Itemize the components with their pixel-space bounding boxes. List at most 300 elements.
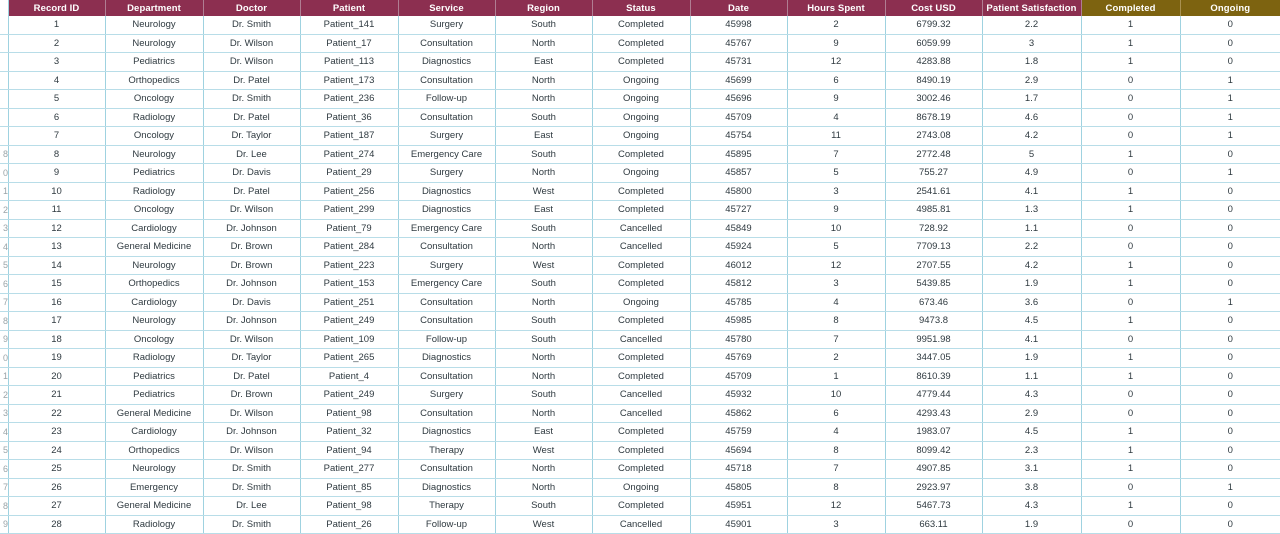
cell-department: Neurology: [105, 34, 203, 53]
cell-hours-spent: 4: [787, 293, 885, 312]
cell-date: 45759: [690, 423, 787, 442]
cell-cost-usd: 8678.19: [885, 108, 982, 127]
cell-patient: Patient_32: [300, 423, 398, 442]
cell-region: East: [495, 201, 592, 220]
cell-status: Cancelled: [592, 404, 690, 423]
cell-hours-spent: 10: [787, 219, 885, 238]
column-header-region[interactable]: Region: [495, 0, 592, 16]
cell-completed: 1: [1081, 256, 1180, 275]
row-gutter-number: 7: [0, 293, 8, 312]
cell-status: Ongoing: [592, 127, 690, 146]
cell-department: Orthopedics: [105, 275, 203, 294]
cell-ongoing: 1: [1180, 293, 1280, 312]
cell-hours-spent: 6: [787, 71, 885, 90]
cell-ongoing: 0: [1180, 219, 1280, 238]
cell-doctor: Dr. Wilson: [203, 53, 300, 72]
cell-hours-spent: 7: [787, 460, 885, 479]
cell-date: 45812: [690, 275, 787, 294]
row-gutter-number: 8: [0, 145, 8, 164]
cell-record-id: 10: [8, 182, 105, 201]
cell-record-id: 28: [8, 515, 105, 534]
cell-service: Consultation: [398, 404, 495, 423]
cell-region: South: [495, 312, 592, 331]
cell-cost-usd: 3447.05: [885, 349, 982, 368]
cell-cost-usd: 4985.81: [885, 201, 982, 220]
table-row[interactable]: [0, 460, 1280, 479]
row-gutter-number: [0, 127, 8, 146]
cell-region: North: [495, 71, 592, 90]
header-row: [0, 0, 1280, 16]
table-row[interactable]: [0, 275, 1280, 294]
cell-service: Follow-up: [398, 515, 495, 534]
cell-doctor: Dr. Lee: [203, 497, 300, 516]
cell-patient-satisfaction: 2.2: [982, 16, 1081, 34]
cell-department: Oncology: [105, 127, 203, 146]
cell-region: East: [495, 423, 592, 442]
table-row[interactable]: [0, 497, 1280, 516]
cell-hours-spent: 8: [787, 441, 885, 460]
row-gutter-number: 4: [0, 238, 8, 257]
cell-doctor: Dr. Smith: [203, 515, 300, 534]
cell-hours-spent: 9: [787, 34, 885, 53]
cell-doctor: Dr. Patel: [203, 367, 300, 386]
cell-region: East: [495, 53, 592, 72]
cell-service: Consultation: [398, 367, 495, 386]
cell-hours-spent: 8: [787, 312, 885, 331]
cell-service: Surgery: [398, 164, 495, 183]
cell-doctor: Dr. Wilson: [203, 34, 300, 53]
cell-region: West: [495, 441, 592, 460]
cell-hours-spent: 5: [787, 238, 885, 257]
cell-ongoing: 0: [1180, 367, 1280, 386]
column-header-record-id[interactable]: Record ID: [8, 0, 105, 16]
cell-status: Completed: [592, 312, 690, 331]
row-gutter-number: 5: [0, 441, 8, 460]
cell-cost-usd: 663.11: [885, 515, 982, 534]
row-gutter-number: 6: [0, 275, 8, 294]
cell-completed: 0: [1081, 293, 1180, 312]
cell-cost-usd: 4779.44: [885, 386, 982, 405]
column-header-date[interactable]: Date: [690, 0, 787, 16]
cell-completed: 0: [1081, 238, 1180, 257]
cell-patient-satisfaction: 1.8: [982, 53, 1081, 72]
column-header-doctor[interactable]: Doctor: [203, 0, 300, 16]
table-row[interactable]: [0, 367, 1280, 386]
cell-completed: 1: [1081, 441, 1180, 460]
cell-region: South: [495, 330, 592, 349]
cell-region: North: [495, 34, 592, 53]
cell-service: Diagnostics: [398, 182, 495, 201]
column-header-patient[interactable]: Patient: [300, 0, 398, 16]
table-row[interactable]: [0, 201, 1280, 220]
cell-cost-usd: 2772.48: [885, 145, 982, 164]
cell-record-id: 11: [8, 201, 105, 220]
cell-record-id: 14: [8, 256, 105, 275]
cell-hours-spent: 11: [787, 127, 885, 146]
cell-status: Completed: [592, 201, 690, 220]
cell-hours-spent: 8: [787, 478, 885, 497]
cell-record-id: 27: [8, 497, 105, 516]
cell-patient: Patient_274: [300, 145, 398, 164]
row-gutter-header: [0, 0, 8, 16]
cell-ongoing: 1: [1180, 127, 1280, 146]
table-row[interactable]: [0, 404, 1280, 423]
cell-patient-satisfaction: 4.2: [982, 127, 1081, 146]
cell-doctor: Dr. Patel: [203, 71, 300, 90]
cell-record-id: 2: [8, 34, 105, 53]
cell-department: Emergency: [105, 478, 203, 497]
cell-record-id: 21: [8, 386, 105, 405]
cell-ongoing: 0: [1180, 441, 1280, 460]
cell-region: South: [495, 275, 592, 294]
cell-completed: 1: [1081, 201, 1180, 220]
cell-ongoing: 0: [1180, 330, 1280, 349]
cell-patient-satisfaction: 4.2: [982, 256, 1081, 275]
cell-cost-usd: 5467.73: [885, 497, 982, 516]
cell-region: North: [495, 90, 592, 109]
cell-department: General Medicine: [105, 238, 203, 257]
table-row[interactable]: [0, 256, 1280, 275]
cell-completed: 0: [1081, 478, 1180, 497]
cell-service: Diagnostics: [398, 423, 495, 442]
cell-hours-spent: 9: [787, 201, 885, 220]
table-row[interactable]: [0, 312, 1280, 331]
table-row[interactable]: [0, 441, 1280, 460]
cell-region: West: [495, 256, 592, 275]
cell-cost-usd: 9951.98: [885, 330, 982, 349]
cell-patient: Patient_36: [300, 108, 398, 127]
cell-status: Cancelled: [592, 219, 690, 238]
cell-date: 45696: [690, 90, 787, 109]
cell-patient-satisfaction: 1.1: [982, 219, 1081, 238]
cell-patient: Patient_173: [300, 71, 398, 90]
cell-service: Therapy: [398, 441, 495, 460]
cell-cost-usd: 2541.61: [885, 182, 982, 201]
cell-completed: 0: [1081, 404, 1180, 423]
cell-ongoing: 0: [1180, 275, 1280, 294]
cell-department: Neurology: [105, 145, 203, 164]
cell-date: 45857: [690, 164, 787, 183]
table-row[interactable]: [0, 386, 1280, 405]
cell-service: Emergency Care: [398, 275, 495, 294]
cell-service: Follow-up: [398, 90, 495, 109]
cell-ongoing: 1: [1180, 71, 1280, 90]
cell-ongoing: 0: [1180, 53, 1280, 72]
table-row[interactable]: [0, 219, 1280, 238]
table-row[interactable]: [0, 53, 1280, 72]
cell-doctor: Dr. Smith: [203, 478, 300, 497]
table-row[interactable]: [0, 127, 1280, 146]
cell-patient: Patient_153: [300, 275, 398, 294]
cell-patient: Patient_26: [300, 515, 398, 534]
cell-completed: 1: [1081, 182, 1180, 201]
cell-patient-satisfaction: 1.1: [982, 367, 1081, 386]
cell-completed: 0: [1081, 108, 1180, 127]
row-gutter-number: [0, 16, 8, 34]
cell-completed: 1: [1081, 497, 1180, 516]
cell-service: Emergency Care: [398, 219, 495, 238]
cell-cost-usd: 7709.13: [885, 238, 982, 257]
cell-department: Radiology: [105, 108, 203, 127]
cell-region: North: [495, 293, 592, 312]
cell-cost-usd: 673.46: [885, 293, 982, 312]
cell-hours-spent: 3: [787, 275, 885, 294]
cell-department: Oncology: [105, 201, 203, 220]
cell-region: East: [495, 127, 592, 146]
cell-doctor: Dr. Wilson: [203, 201, 300, 220]
cell-service: Consultation: [398, 108, 495, 127]
cell-hours-spent: 2: [787, 349, 885, 368]
cell-patient: Patient_98: [300, 497, 398, 516]
cell-status: Completed: [592, 349, 690, 368]
cell-department: Pediatrics: [105, 53, 203, 72]
cell-record-id: 25: [8, 460, 105, 479]
cell-date: 45731: [690, 53, 787, 72]
cell-status: Completed: [592, 460, 690, 479]
cell-status: Completed: [592, 497, 690, 516]
cell-ongoing: 1: [1180, 164, 1280, 183]
cell-hours-spent: 3: [787, 182, 885, 201]
cell-completed: 0: [1081, 90, 1180, 109]
cell-doctor: Dr. Wilson: [203, 330, 300, 349]
cell-status: Completed: [592, 182, 690, 201]
column-header-hours-spent[interactable]: Hours Spent: [787, 0, 885, 16]
cell-doctor: Dr. Davis: [203, 293, 300, 312]
cell-status: Cancelled: [592, 238, 690, 257]
table-row[interactable]: [0, 478, 1280, 497]
cell-service: Diagnostics: [398, 349, 495, 368]
cell-region: South: [495, 145, 592, 164]
cell-cost-usd: 1983.07: [885, 423, 982, 442]
cell-record-id: 26: [8, 478, 105, 497]
cell-patient: Patient_85: [300, 478, 398, 497]
cell-service: Therapy: [398, 497, 495, 516]
cell-status: Completed: [592, 256, 690, 275]
cell-record-id: 1: [8, 16, 105, 34]
cell-date: 45951: [690, 497, 787, 516]
cell-service: Consultation: [398, 34, 495, 53]
table-row[interactable]: [0, 145, 1280, 164]
table-row[interactable]: [0, 515, 1280, 534]
cell-hours-spent: 7: [787, 330, 885, 349]
cell-patient-satisfaction: 1.3: [982, 201, 1081, 220]
cell-doctor: Dr. Johnson: [203, 275, 300, 294]
cell-date: 45998: [690, 16, 787, 34]
row-gutter-number: 2: [0, 201, 8, 220]
row-gutter-number: 3: [0, 404, 8, 423]
cell-department: Pediatrics: [105, 164, 203, 183]
cell-status: Cancelled: [592, 515, 690, 534]
cell-department: Radiology: [105, 349, 203, 368]
cell-doctor: Dr. Davis: [203, 164, 300, 183]
cell-patient-satisfaction: 2.9: [982, 404, 1081, 423]
row-gutter-number: 9: [0, 330, 8, 349]
cell-record-id: 15: [8, 275, 105, 294]
cell-region: South: [495, 386, 592, 405]
cell-ongoing: 0: [1180, 386, 1280, 405]
cell-doctor: Dr. Smith: [203, 16, 300, 34]
cell-ongoing: 0: [1180, 460, 1280, 479]
cell-completed: 0: [1081, 127, 1180, 146]
column-header-patient-satisfaction[interactable]: Patient Satisfaction: [982, 0, 1081, 16]
cell-doctor: Dr. Lee: [203, 145, 300, 164]
cell-completed: 1: [1081, 16, 1180, 34]
column-header-ongoing[interactable]: Ongoing: [1180, 0, 1280, 16]
cell-date: 45709: [690, 108, 787, 127]
table-row[interactable]: [0, 164, 1280, 183]
cell-department: Orthopedics: [105, 441, 203, 460]
cell-cost-usd: 2923.97: [885, 478, 982, 497]
cell-department: Cardiology: [105, 293, 203, 312]
cell-department: Cardiology: [105, 423, 203, 442]
cell-cost-usd: 4283.88: [885, 53, 982, 72]
cell-cost-usd: 2707.55: [885, 256, 982, 275]
column-header-department[interactable]: Department: [105, 0, 203, 16]
row-gutter-number: 7: [0, 478, 8, 497]
cell-doctor: Dr. Wilson: [203, 441, 300, 460]
cell-record-id: 7: [8, 127, 105, 146]
table-row[interactable]: [0, 34, 1280, 53]
row-gutter-number: 8: [0, 497, 8, 516]
cell-status: Completed: [592, 441, 690, 460]
cell-region: South: [495, 108, 592, 127]
cell-date: 45800: [690, 182, 787, 201]
cell-patient: Patient_249: [300, 386, 398, 405]
cell-department: Cardiology: [105, 219, 203, 238]
cell-status: Ongoing: [592, 90, 690, 109]
cell-patient-satisfaction: 4.3: [982, 386, 1081, 405]
cell-patient-satisfaction: 4.5: [982, 312, 1081, 331]
table-row[interactable]: [0, 330, 1280, 349]
cell-record-id: 16: [8, 293, 105, 312]
cell-date: 45767: [690, 34, 787, 53]
cell-doctor: Dr. Taylor: [203, 127, 300, 146]
cell-date: 45849: [690, 219, 787, 238]
cell-patient-satisfaction: 4.1: [982, 330, 1081, 349]
cell-record-id: 20: [8, 367, 105, 386]
column-header-status[interactable]: Status: [592, 0, 690, 16]
cell-ongoing: 0: [1180, 182, 1280, 201]
cell-status: Completed: [592, 53, 690, 72]
cell-ongoing: 0: [1180, 349, 1280, 368]
cell-record-id: 12: [8, 219, 105, 238]
table-row[interactable]: [0, 182, 1280, 201]
row-gutter-number: 8: [0, 312, 8, 331]
table-row[interactable]: [0, 293, 1280, 312]
cell-patient-satisfaction: 1.9: [982, 349, 1081, 368]
row-gutter-number: 5: [0, 256, 8, 275]
cell-doctor: Dr. Johnson: [203, 312, 300, 331]
cell-service: Consultation: [398, 460, 495, 479]
cell-record-id: 23: [8, 423, 105, 442]
cell-service: Surgery: [398, 386, 495, 405]
cell-service: Consultation: [398, 238, 495, 257]
cell-patient-satisfaction: 3.6: [982, 293, 1081, 312]
cell-completed: 1: [1081, 367, 1180, 386]
table-row[interactable]: [0, 90, 1280, 109]
cell-region: South: [495, 497, 592, 516]
cell-cost-usd: 4293.43: [885, 404, 982, 423]
cell-patient-satisfaction: 3.1: [982, 460, 1081, 479]
cell-date: 45862: [690, 404, 787, 423]
cell-service: Surgery: [398, 256, 495, 275]
cell-status: Ongoing: [592, 108, 690, 127]
cell-date: 46012: [690, 256, 787, 275]
table-row[interactable]: [0, 108, 1280, 127]
table-row[interactable]: [0, 349, 1280, 368]
table-row[interactable]: [0, 423, 1280, 442]
cell-cost-usd: 6059.99: [885, 34, 982, 53]
cell-completed: 1: [1081, 275, 1180, 294]
cell-department: Oncology: [105, 90, 203, 109]
column-header-service[interactable]: Service: [398, 0, 495, 16]
cell-patient-satisfaction: 3.8: [982, 478, 1081, 497]
cell-region: North: [495, 460, 592, 479]
cell-date: 45895: [690, 145, 787, 164]
row-gutter-number: 4: [0, 423, 8, 442]
cell-record-id: 22: [8, 404, 105, 423]
cell-status: Ongoing: [592, 164, 690, 183]
cell-status: Completed: [592, 145, 690, 164]
cell-patient: Patient_277: [300, 460, 398, 479]
cell-ongoing: 0: [1180, 423, 1280, 442]
row-gutter-number: [0, 71, 8, 90]
cell-completed: 0: [1081, 71, 1180, 90]
cell-department: General Medicine: [105, 497, 203, 516]
cell-service: Diagnostics: [398, 478, 495, 497]
cell-service: Surgery: [398, 16, 495, 34]
cell-cost-usd: 4907.85: [885, 460, 982, 479]
column-header-cost-usd[interactable]: Cost USD: [885, 0, 982, 16]
cell-region: North: [495, 164, 592, 183]
table-row[interactable]: [0, 16, 1280, 34]
cell-date: 45709: [690, 367, 787, 386]
row-gutter-number: 9: [0, 515, 8, 534]
cell-doctor: Dr. Patel: [203, 182, 300, 201]
cell-patient: Patient_29: [300, 164, 398, 183]
cell-date: 45727: [690, 201, 787, 220]
cell-patient: Patient_256: [300, 182, 398, 201]
cell-service: Emergency Care: [398, 145, 495, 164]
cell-hours-spent: 4: [787, 423, 885, 442]
cell-date: 45754: [690, 127, 787, 146]
cell-completed: 1: [1081, 423, 1180, 442]
cell-completed: 0: [1081, 164, 1180, 183]
cell-doctor: Dr. Wilson: [203, 404, 300, 423]
cell-patient-satisfaction: 1.9: [982, 515, 1081, 534]
cell-patient: Patient_251: [300, 293, 398, 312]
cell-record-id: 9: [8, 164, 105, 183]
cell-status: Cancelled: [592, 386, 690, 405]
cell-cost-usd: 6799.32: [885, 16, 982, 34]
cell-completed: 1: [1081, 145, 1180, 164]
cell-cost-usd: 2743.08: [885, 127, 982, 146]
cell-record-id: 5: [8, 90, 105, 109]
cell-patient: Patient_4: [300, 367, 398, 386]
cell-doctor: Dr. Brown: [203, 238, 300, 257]
table-header: [0, 0, 1280, 16]
cell-service: Surgery: [398, 127, 495, 146]
column-header-completed[interactable]: Completed: [1081, 0, 1180, 16]
cell-region: North: [495, 367, 592, 386]
cell-date: 45785: [690, 293, 787, 312]
table-row[interactable]: [0, 71, 1280, 90]
cell-hours-spent: 6: [787, 404, 885, 423]
cell-doctor: Dr. Brown: [203, 386, 300, 405]
cell-hours-spent: 5: [787, 164, 885, 183]
cell-department: Neurology: [105, 256, 203, 275]
table-row[interactable]: [0, 238, 1280, 257]
